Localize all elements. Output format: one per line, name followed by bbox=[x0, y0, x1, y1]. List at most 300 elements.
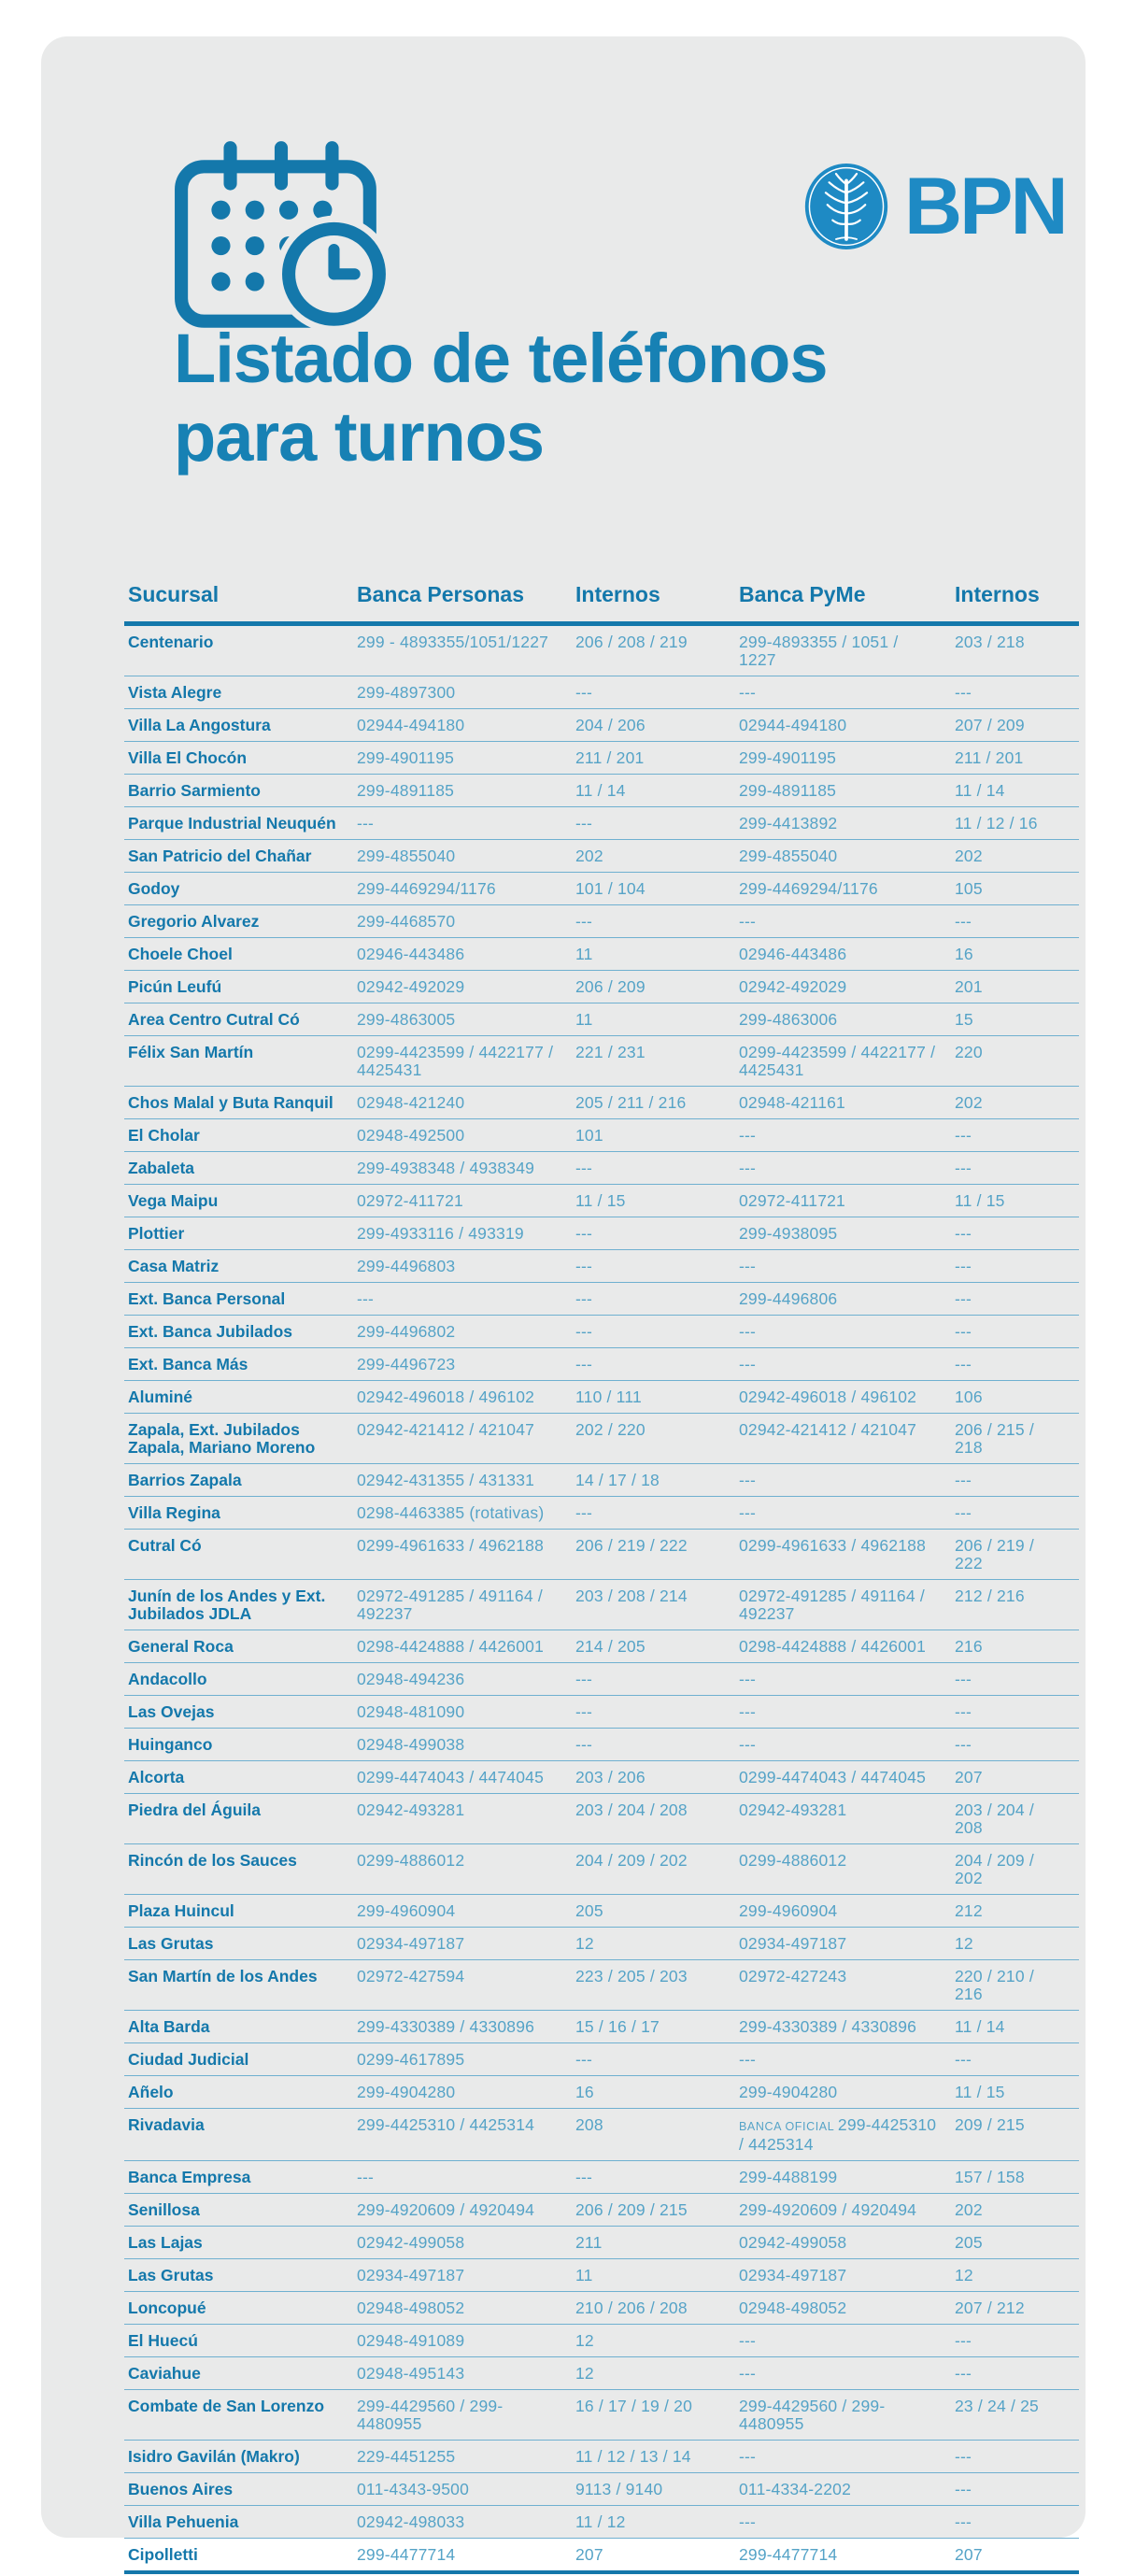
internos-personas-cell: 101 / 104 bbox=[575, 878, 646, 898]
banca-personas-cell: 299-4469294/1176 bbox=[357, 878, 496, 898]
internos-pyme-cell: 11 / 15 bbox=[955, 1190, 1005, 1210]
internos-personas-cell: 208 bbox=[575, 2114, 603, 2134]
sucursal-cell: Zapala, Ext. Jubilados Zapala, Mariano Moreno bbox=[128, 1419, 316, 1457]
internos-pyme-cell: 220 bbox=[955, 1042, 983, 1061]
banca-pyme-cell: 299-4960904 bbox=[739, 1900, 838, 1920]
sucursal-cell: Ext. Banca Jubilados bbox=[128, 1321, 293, 1341]
banca-personas-cell: 02942-496018 / 496102 bbox=[357, 1387, 535, 1406]
table-row bbox=[124, 775, 1079, 807]
sucursal-cell: Villa La Angostura bbox=[128, 715, 271, 734]
internos-pyme-cell: 12 bbox=[955, 2265, 973, 2284]
banca-pyme-cell: 02944-494180 bbox=[739, 715, 847, 734]
table-row bbox=[124, 1794, 1079, 1844]
internos-personas-cell: --- bbox=[575, 1701, 593, 1721]
banca-personas-cell: 299-4855040 bbox=[357, 846, 456, 865]
internos-pyme-cell: 220 / 210 / 216 bbox=[955, 1966, 1034, 2003]
table-row bbox=[124, 2011, 1079, 2043]
internos-personas-cell: 11 bbox=[575, 2265, 593, 2284]
table-row bbox=[124, 1464, 1079, 1497]
banca-pyme-cell: 02948-421161 bbox=[739, 1092, 845, 1112]
table-row bbox=[124, 2473, 1079, 2506]
internos-pyme-cell: 106 bbox=[955, 1387, 983, 1406]
sucursal-cell: General Roca bbox=[128, 1636, 234, 1656]
banca-pyme-cell: 0299-4886012 bbox=[739, 1850, 847, 1870]
banca-personas-cell: 299-4468570 bbox=[357, 911, 456, 931]
internos-pyme-cell: --- bbox=[955, 1223, 972, 1243]
banca-pyme-cell: 02948-498052 bbox=[739, 2298, 847, 2317]
banca-personas-cell: 02972-427594 bbox=[357, 1966, 465, 1985]
sucursal-cell: Vega Maipu bbox=[128, 1190, 219, 1210]
banca-pyme-cell: 02934-497187 bbox=[739, 2265, 847, 2284]
sucursal-cell: Godoy bbox=[128, 878, 180, 898]
internos-personas-cell: 9113 / 9140 bbox=[575, 2479, 663, 2498]
banca-pyme-cell: --- bbox=[739, 1701, 757, 1721]
banca-personas-cell: 02948-494236 bbox=[357, 1669, 465, 1688]
banca-personas-cell: 0299-4617895 bbox=[357, 2049, 465, 2069]
table-row bbox=[124, 2357, 1079, 2390]
internos-pyme-cell: 207 bbox=[955, 2544, 983, 2564]
internos-personas-cell: 214 / 205 bbox=[575, 1636, 646, 1656]
sucursal-cell: Choele Choel bbox=[128, 944, 233, 963]
internos-pyme-cell: 212 / 216 bbox=[955, 1586, 1025, 1605]
table-row bbox=[124, 1844, 1079, 1895]
banca-pyme-cell: --- bbox=[739, 1669, 757, 1688]
internos-pyme-cell: 207 / 212 bbox=[955, 2298, 1025, 2317]
sucursal-cell: Banca Empresa bbox=[128, 2167, 251, 2186]
bpn-brand bbox=[803, 160, 1066, 253]
banca-personas-cell: 02934-497187 bbox=[357, 1933, 465, 1953]
table-row bbox=[124, 1381, 1079, 1414]
banca-personas-cell: --- bbox=[357, 1288, 375, 1308]
banca-pyme-cell: 02972-411721 bbox=[739, 1190, 845, 1210]
sucursal-cell: Casa Matriz bbox=[128, 1256, 220, 1275]
banca-pyme-cell: --- bbox=[739, 1502, 757, 1522]
bpn-araucaria-tree-logo bbox=[803, 162, 889, 251]
internos-pyme-cell: 211 / 201 bbox=[955, 747, 1024, 767]
sucursal-cell: Junín de los Andes y Ext. Jubilados JDLA bbox=[128, 1586, 326, 1623]
banca-pyme-cell: 299-4904280 bbox=[739, 2082, 838, 2101]
banca-pyme-cell: 299-4920609 / 4920494 bbox=[739, 2199, 917, 2219]
banca-pyme-cell: 02972-427243 bbox=[739, 1966, 847, 1985]
internos-personas-cell: --- bbox=[575, 911, 593, 931]
table-row bbox=[124, 1960, 1079, 2011]
sucursal-cell: Alta Barda bbox=[128, 2016, 210, 2036]
internos-pyme-cell: 11 / 14 bbox=[955, 2016, 1005, 2036]
internos-pyme-cell: 204 / 209 / 202 bbox=[955, 1850, 1034, 1887]
sucursal-cell: Andacollo bbox=[128, 1669, 207, 1688]
banca-personas-cell: 299-4891185 bbox=[357, 780, 455, 800]
sucursal-cell: Barrios Zapala bbox=[128, 1470, 242, 1489]
sucursal-cell: Cipolletti bbox=[128, 2544, 198, 2564]
banca-personas-cell: 299-4496723 bbox=[357, 1354, 456, 1373]
table-row bbox=[124, 873, 1079, 905]
table-row bbox=[124, 1663, 1079, 1696]
internos-personas-cell: 16 / 17 / 19 / 20 bbox=[575, 2396, 693, 2415]
internos-pyme-cell: --- bbox=[955, 2330, 972, 2350]
internos-pyme-cell: --- bbox=[955, 1470, 972, 1489]
banca-pyme-cell: 299-4429560 / 299-4480955 bbox=[739, 2396, 886, 2433]
internos-personas-cell: --- bbox=[575, 1502, 593, 1522]
banca-personas-cell: 02948-481090 bbox=[357, 1701, 465, 1721]
table-row bbox=[124, 905, 1079, 938]
internos-personas-cell: 202 / 220 bbox=[575, 1419, 646, 1439]
table-row bbox=[124, 1580, 1079, 1630]
banca-personas-cell: 0298-4463385 (rotativas) bbox=[357, 1502, 545, 1522]
banca-personas-cell: 299-4863005 bbox=[357, 1009, 456, 1029]
banca-pyme-cell: 299-4901195 bbox=[739, 747, 837, 767]
banca-pyme-cell: 0299-4961633 / 4962188 bbox=[739, 1535, 927, 1555]
internos-personas-cell: 14 / 17 / 18 bbox=[575, 1470, 660, 1489]
internos-pyme-cell: 209 / 215 bbox=[955, 2114, 1025, 2134]
internos-personas-cell: 204 / 206 bbox=[575, 715, 646, 734]
internos-pyme-cell: --- bbox=[955, 2446, 972, 2466]
sucursal-cell: Picún Leufú bbox=[128, 976, 222, 996]
internos-personas-cell: 211 / 201 bbox=[575, 747, 645, 767]
internos-personas-cell: 11 / 14 bbox=[575, 780, 626, 800]
banca-personas-cell: 299 - 4893355/1051/1227 bbox=[357, 632, 549, 651]
sucursal-cell: Plottier bbox=[128, 1223, 185, 1243]
banca-pyme-cell: 02942-496018 / 496102 bbox=[739, 1387, 917, 1406]
banca-pyme-cell: --- bbox=[739, 1125, 757, 1145]
internos-personas-cell: 203 / 206 bbox=[575, 1767, 646, 1786]
banca-personas-cell: 02948-492500 bbox=[357, 1125, 465, 1145]
internos-pyme-cell: 12 bbox=[955, 1933, 973, 1953]
internos-personas-cell: 221 / 231 bbox=[575, 1042, 646, 1061]
table-row bbox=[124, 676, 1079, 709]
banca-personas-cell: 02948-495143 bbox=[357, 2363, 465, 2383]
table-row bbox=[124, 1928, 1079, 1960]
table-header-row bbox=[124, 581, 1079, 626]
internos-pyme-cell: --- bbox=[955, 1288, 972, 1308]
table-row bbox=[124, 1217, 1079, 1250]
table-row bbox=[124, 971, 1079, 1003]
table-row bbox=[124, 1761, 1079, 1794]
internos-pyme-cell: 207 bbox=[955, 1767, 983, 1786]
internos-pyme-cell: --- bbox=[955, 1256, 972, 1275]
table-row bbox=[124, 709, 1079, 742]
table-row bbox=[124, 1696, 1079, 1729]
sucursal-cell: El Huecú bbox=[128, 2330, 198, 2350]
internos-personas-cell: 211 bbox=[575, 2232, 603, 2252]
internos-pyme-cell: --- bbox=[955, 1125, 972, 1145]
sucursal-cell: Añelo bbox=[128, 2082, 174, 2101]
sucursal-cell: Loncopué bbox=[128, 2298, 206, 2317]
banca-personas-cell: 02948-421240 bbox=[357, 1092, 465, 1112]
banca-pyme-cell: --- bbox=[739, 1734, 757, 1754]
banca-pyme-cell: 299-4330389 / 4330896 bbox=[739, 2016, 917, 2036]
page-title-line1: Listado de teléfonos bbox=[174, 320, 828, 397]
internos-personas-cell: --- bbox=[575, 1669, 593, 1688]
internos-personas-cell: 203 / 208 / 214 bbox=[575, 1586, 688, 1605]
banca-personas-cell: 02972-411721 bbox=[357, 1190, 463, 1210]
internos-personas-cell: 11 bbox=[575, 944, 593, 963]
table-row bbox=[124, 1087, 1079, 1119]
table-row bbox=[124, 2506, 1079, 2539]
table-row bbox=[124, 1119, 1079, 1152]
page-title-line2: para turnos bbox=[174, 398, 545, 476]
internos-personas-cell: 11 bbox=[575, 1009, 593, 1029]
sucursal-cell: San Patricio del Chañar bbox=[128, 846, 312, 865]
table-row bbox=[124, 626, 1079, 676]
internos-personas-cell: 204 / 209 / 202 bbox=[575, 1850, 688, 1870]
banca-pyme-cell: --- bbox=[739, 2330, 757, 2350]
banca-pyme-cell: 299-4863006 bbox=[739, 1009, 838, 1029]
internos-personas-cell: --- bbox=[575, 1354, 593, 1373]
internos-pyme-cell: --- bbox=[955, 1158, 972, 1177]
banca-personas-cell: 0299-4474043 / 4474045 bbox=[357, 1767, 545, 1786]
banca-pyme-cell: 02942-492029 bbox=[739, 976, 847, 996]
banca-personas-cell: 02942-498033 bbox=[357, 2512, 465, 2531]
calendar-clock-icon bbox=[170, 139, 392, 342]
table-row bbox=[124, 807, 1079, 840]
column-header-sucursal: Sucursal bbox=[128, 582, 220, 606]
internos-pyme-cell: 201 bbox=[955, 976, 983, 996]
banca-personas-cell: 299-4960904 bbox=[357, 1900, 456, 1920]
banca-personas-cell: 299-4496803 bbox=[357, 1256, 456, 1275]
banca-pyme-cell: 02934-497187 bbox=[739, 1933, 847, 1953]
sucursal-cell: Isidro Gavilán (Makro) bbox=[128, 2446, 300, 2466]
banca-pyme-cell: 299-4477714 bbox=[739, 2544, 838, 2564]
sucursal-cell: Ciudad Judicial bbox=[128, 2049, 249, 2069]
table-row bbox=[124, 2539, 1079, 2574]
internos-pyme-cell: --- bbox=[955, 1669, 972, 1688]
internos-personas-cell: 210 / 206 / 208 bbox=[575, 2298, 688, 2317]
banca-pyme-cell: --- bbox=[739, 911, 757, 931]
banca-personas-cell: 02942-499058 bbox=[357, 2232, 465, 2252]
page-title bbox=[174, 320, 828, 477]
internos-personas-cell: 203 / 204 / 208 bbox=[575, 1800, 688, 1819]
banca-pyme-cell: --- bbox=[739, 1470, 757, 1489]
banca-personas-cell: 0298-4424888 / 4426001 bbox=[357, 1636, 545, 1656]
internos-personas-cell: 15 / 16 / 17 bbox=[575, 2016, 660, 2036]
internos-personas-cell: 110 / 111 bbox=[575, 1387, 642, 1406]
table-row bbox=[124, 1036, 1079, 1087]
sucursal-cell: Buenos Aires bbox=[128, 2479, 234, 2498]
banca-personas-cell: 299-4938348 / 4938349 bbox=[357, 1158, 535, 1177]
sucursal-cell: Huinganco bbox=[128, 1734, 213, 1754]
sucursal-cell: Plaza Huincul bbox=[128, 1900, 234, 1920]
internos-pyme-cell: --- bbox=[955, 1321, 972, 1341]
internos-pyme-cell: 212 bbox=[955, 1900, 983, 1920]
internos-pyme-cell: --- bbox=[955, 2049, 972, 2069]
banca-pyme-cell: 299-4469294/1176 bbox=[739, 878, 878, 898]
internos-personas-cell: 206 / 208 / 219 bbox=[575, 632, 688, 651]
sucursal-cell: Las Grutas bbox=[128, 1933, 214, 1953]
banca-personas-cell: 02934-497187 bbox=[357, 2265, 465, 2284]
sucursal-cell: Parque Industrial Neuquén bbox=[128, 813, 336, 833]
internos-personas-cell: 12 bbox=[575, 2363, 594, 2383]
banca-personas-cell: 02946-443486 bbox=[357, 944, 465, 963]
banca-pyme-cell: 299-4413892 bbox=[739, 813, 838, 833]
table-row bbox=[124, 2161, 1079, 2194]
internos-personas-cell: --- bbox=[575, 2049, 593, 2069]
internos-pyme-cell: 202 bbox=[955, 2199, 983, 2219]
sucursal-cell: Cutral Có bbox=[128, 1535, 202, 1555]
banca-oficial-prefix: BANCA OFICIAL bbox=[739, 2119, 838, 2133]
table-row bbox=[124, 1895, 1079, 1928]
column-header-banca-pyme: Banca PyMe bbox=[739, 582, 866, 606]
internos-personas-cell: 205 / 211 / 216 bbox=[575, 1092, 687, 1112]
internos-pyme-cell: 15 bbox=[955, 1009, 973, 1029]
internos-pyme-cell: 207 / 209 bbox=[955, 715, 1025, 734]
internos-pyme-cell: --- bbox=[955, 682, 972, 702]
banca-pyme-cell: 02942-499058 bbox=[739, 2232, 847, 2252]
sucursal-cell: Gregorio Alvarez bbox=[128, 911, 260, 931]
banca-pyme-cell: 011-4334-2202 bbox=[739, 2479, 852, 2498]
internos-pyme-cell: 23 / 24 / 25 bbox=[955, 2396, 1039, 2415]
internos-personas-cell: 207 bbox=[575, 2544, 603, 2564]
column-header-banca-personas: Banca Personas bbox=[357, 582, 524, 606]
sucursal-cell: Area Centro Cutral Có bbox=[128, 1009, 300, 1029]
table-row bbox=[124, 2259, 1079, 2292]
banca-personas-cell: 299-4429560 / 299-4480955 bbox=[357, 2396, 504, 2433]
internos-personas-cell: --- bbox=[575, 813, 593, 833]
banca-pyme-cell: BANCA OFICIAL 299-4425310 / 4425314 bbox=[739, 2114, 937, 2154]
sucursal-cell: Caviahue bbox=[128, 2363, 201, 2383]
internos-pyme-cell: 203 / 218 bbox=[955, 632, 1025, 651]
banca-personas-cell: 02942-493281 bbox=[357, 1800, 465, 1819]
banca-personas-cell: 0299-4423599 / 4422177 / 4425431 bbox=[357, 1042, 554, 1079]
table-row bbox=[124, 1729, 1079, 1761]
table-row bbox=[124, 1316, 1079, 1348]
table-row bbox=[124, 1414, 1079, 1464]
sucursal-cell: Centenario bbox=[128, 632, 214, 651]
banca-pyme-cell: 0298-4424888 / 4426001 bbox=[739, 1636, 927, 1656]
sucursal-cell: Piedra del Águila bbox=[128, 1800, 261, 1819]
table-row bbox=[124, 1630, 1079, 1663]
banca-pyme-cell: 02942-421412 / 421047 bbox=[739, 1419, 917, 1439]
table-row bbox=[124, 2227, 1079, 2259]
internos-personas-cell: --- bbox=[575, 2167, 593, 2186]
sucursal-cell: Las Ovejas bbox=[128, 1701, 215, 1721]
table-row bbox=[124, 840, 1079, 873]
internos-personas-cell: --- bbox=[575, 1256, 593, 1275]
internos-personas-cell: 206 / 219 / 222 bbox=[575, 1535, 688, 1555]
table-row bbox=[124, 1530, 1079, 1580]
internos-personas-cell: 206 / 209 bbox=[575, 976, 646, 996]
banca-pyme-cell: --- bbox=[739, 2363, 757, 2383]
sucursal-cell: Alcorta bbox=[128, 1767, 185, 1786]
internos-pyme-cell: 202 bbox=[955, 1092, 983, 1112]
sucursal-cell: Senillosa bbox=[128, 2199, 200, 2219]
sucursal-cell: Villa El Chocón bbox=[128, 747, 248, 767]
banca-personas-cell: 0299-4961633 / 4962188 bbox=[357, 1535, 545, 1555]
banca-personas-cell: 299-4330389 / 4330896 bbox=[357, 2016, 535, 2036]
banca-pyme-cell: 299-4891185 bbox=[739, 780, 837, 800]
banca-pyme-cell: 0299-4423599 / 4422177 / 4425431 bbox=[739, 1042, 936, 1079]
banca-personas-cell: 299-4425310 / 4425314 bbox=[357, 2114, 535, 2134]
internos-personas-cell: --- bbox=[575, 1158, 593, 1177]
internos-personas-cell: 11 / 15 bbox=[575, 1190, 626, 1210]
table-row bbox=[124, 1152, 1079, 1185]
table-row bbox=[124, 742, 1079, 775]
internos-pyme-cell: 11 / 15 bbox=[955, 2082, 1005, 2101]
banca-personas-cell: 299-4920609 / 4920494 bbox=[357, 2199, 535, 2219]
table-row bbox=[124, 1497, 1079, 1530]
banca-pyme-cell: 299-4855040 bbox=[739, 846, 838, 865]
internos-personas-cell: 205 bbox=[575, 1900, 603, 1920]
internos-pyme-cell: --- bbox=[955, 1701, 972, 1721]
sucursal-cell: Villa Regina bbox=[128, 1502, 220, 1522]
table-body bbox=[124, 626, 1079, 2574]
banca-personas-cell: 299-4933116 / 493319 bbox=[357, 1223, 524, 1243]
internos-pyme-cell: 205 bbox=[955, 2232, 983, 2252]
banca-pyme-cell: 299-4893355 / 1051 / 1227 bbox=[739, 632, 899, 669]
sucursal-cell: Combate de San Lorenzo bbox=[128, 2396, 325, 2415]
column-header-internos-pyme: Internos bbox=[955, 582, 1040, 606]
internos-pyme-cell: 206 / 219 / 222 bbox=[955, 1535, 1034, 1573]
internos-pyme-cell: --- bbox=[955, 1354, 972, 1373]
column-header-internos-personas: Internos bbox=[575, 582, 660, 606]
internos-pyme-cell: --- bbox=[955, 2479, 972, 2498]
banca-personas-cell: --- bbox=[357, 2167, 375, 2186]
banca-pyme-cell: 0299-4474043 / 4474045 bbox=[739, 1767, 927, 1786]
banca-personas-cell: 299-4477714 bbox=[357, 2544, 456, 2564]
internos-personas-cell: --- bbox=[575, 1288, 593, 1308]
internos-personas-cell: 12 bbox=[575, 2330, 594, 2350]
table-row bbox=[124, 1003, 1079, 1036]
flyer-card bbox=[41, 36, 1086, 2564]
banca-personas-cell: 02942-431355 / 431331 bbox=[357, 1470, 535, 1489]
internos-pyme-cell: 11 / 12 / 16 bbox=[955, 813, 1038, 833]
banca-pyme-cell: --- bbox=[739, 1158, 757, 1177]
banca-pyme-cell: --- bbox=[739, 1354, 757, 1373]
banca-personas-cell: --- bbox=[357, 813, 375, 833]
banca-personas-cell: 011-4343-9500 bbox=[357, 2479, 470, 2498]
banca-pyme-cell: --- bbox=[739, 2049, 757, 2069]
internos-personas-cell: 12 bbox=[575, 1933, 594, 1953]
banca-personas-cell: 02944-494180 bbox=[357, 715, 465, 734]
banca-personas-cell: 02942-492029 bbox=[357, 976, 465, 996]
banca-pyme-cell: --- bbox=[739, 1256, 757, 1275]
banca-personas-cell: 02942-421412 / 421047 bbox=[357, 1419, 535, 1439]
banca-pyme-cell: 02942-493281 bbox=[739, 1800, 847, 1819]
internos-pyme-cell: 216 bbox=[955, 1636, 983, 1656]
internos-pyme-cell: --- bbox=[955, 1734, 972, 1754]
banca-pyme-cell: 02946-443486 bbox=[739, 944, 847, 963]
sucursal-cell: Zabaleta bbox=[128, 1158, 194, 1177]
sucursal-cell: Las Grutas bbox=[128, 2265, 214, 2284]
internos-personas-cell: 101 bbox=[575, 1125, 603, 1145]
sucursal-cell: Ext. Banca Personal bbox=[128, 1288, 286, 1308]
banca-pyme-cell: --- bbox=[739, 2512, 757, 2531]
internos-pyme-cell: --- bbox=[955, 1502, 972, 1522]
internos-personas-cell: --- bbox=[575, 682, 593, 702]
internos-personas-cell: 11 / 12 / 13 / 14 bbox=[575, 2446, 691, 2466]
internos-pyme-cell: 16 bbox=[955, 944, 973, 963]
sucursal-cell: Ext. Banca Más bbox=[128, 1354, 248, 1373]
table-row bbox=[124, 2390, 1079, 2441]
table-row bbox=[124, 938, 1079, 971]
banca-pyme-cell: 02972-491285 / 491164 / 492237 bbox=[739, 1586, 925, 1623]
sucursal-cell: Villa Pehuenia bbox=[128, 2512, 239, 2531]
banca-pyme-cell: 299-4488199 bbox=[739, 2167, 838, 2186]
table-row bbox=[124, 2292, 1079, 2325]
phone-table bbox=[124, 581, 1079, 2574]
banca-pyme-cell: --- bbox=[739, 682, 757, 702]
table-row bbox=[124, 2194, 1079, 2227]
sucursal-cell: Las Lajas bbox=[128, 2232, 203, 2252]
banca-personas-cell: 299-4496802 bbox=[357, 1321, 456, 1341]
internos-personas-cell: --- bbox=[575, 1321, 593, 1341]
internos-personas-cell: 202 bbox=[575, 846, 603, 865]
internos-personas-cell: 11 / 12 bbox=[575, 2512, 626, 2531]
banca-pyme-cell: --- bbox=[739, 1321, 757, 1341]
sucursal-cell: Barrio Sarmiento bbox=[128, 780, 261, 800]
banca-personas-cell: 229-4451255 bbox=[357, 2446, 456, 2466]
sucursal-cell: Rivadavia bbox=[128, 2114, 205, 2134]
internos-personas-cell: --- bbox=[575, 1223, 593, 1243]
